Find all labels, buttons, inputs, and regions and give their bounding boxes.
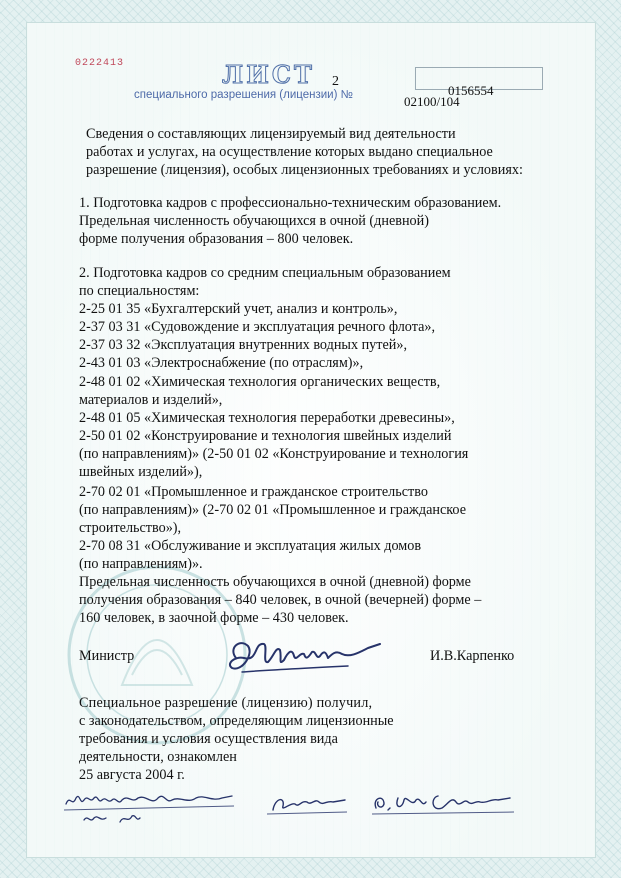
- signer-name: И.В.Карпенко: [430, 648, 515, 664]
- sheet-title: ЛИСТ: [222, 60, 315, 89]
- specialty-line: строительство»),: [79, 520, 182, 536]
- specialty-line: 2-50 01 02 «Конструирование и технология швейных изделий: [79, 428, 452, 444]
- sheet-number: 2: [332, 74, 339, 89]
- item1-line: 1. Подготовка кадров с профессионально-техническим образованием.: [79, 195, 502, 211]
- specialty-line: (по направлениям)» (2-50 01 02 «Конструирование и технология: [79, 446, 469, 462]
- item1-line: форме получения образования – 800 человек.: [79, 231, 354, 247]
- specialty-line: 2-37 03 31 «Судовождение и эксплуатация речного флота»,: [79, 319, 436, 335]
- acknowledgement-line: Специальное разрешение (лицензию) получил,: [79, 695, 373, 711]
- item2-line: получения образования – 840 человек, в очной (вечерней) форме –: [79, 592, 482, 608]
- specialty-line: (по направлениям)» (2-70 02 01 «Промышленное и гражданское: [79, 502, 466, 518]
- specialty-line: 2-37 03 32 «Эксплуатация внутренних водных путей»,: [79, 337, 408, 353]
- item1-line: Предельная численность обучающихся в очной (дневной): [79, 213, 429, 229]
- specialty-line: швейных изделий»),: [79, 464, 203, 480]
- recipient-signature: [265, 790, 350, 820]
- intro-line: Сведения о составляющих лицензируемый вид деятельности: [86, 126, 456, 142]
- specialty-line: 2-43 01 03 «Электроснабжение (по отраслям)»,: [79, 355, 364, 371]
- specialty-line: 2-70 08 31 «Обслуживание и эксплуатация жилых домов: [79, 538, 422, 554]
- specialty-line: материалов и изделий»,: [79, 392, 223, 408]
- acknowledgement-line: требования и условия осуществления вида: [79, 731, 338, 747]
- item2-line: Предельная численность обучающихся в очной (дневной) форме: [79, 574, 471, 590]
- intro-line: работах и услугах, на осуществление которых выдано специальное: [86, 144, 493, 160]
- specialty-line: 2-25 01 35 «Бухгалтерский учет, анализ и контроль»,: [79, 301, 398, 317]
- intro-line: разрешение (лицензия), особых лицензионных требованиях и условиях:: [86, 162, 523, 178]
- acknowledgement-line: деятельности, ознакомлен: [79, 749, 237, 765]
- license-subtitle: специального разрешения (лицензии) №: [134, 89, 353, 101]
- item2-line: 2. Подготовка кадров со средним специальным образованием: [79, 265, 451, 281]
- specialty-line: 2-70 02 01 «Промышленное и гражданское строительство: [79, 484, 428, 500]
- acknowledgement-date: 25 августа 2004 г.: [79, 767, 185, 783]
- license-code: 02100/104: [404, 94, 460, 109]
- signer-role: Министр: [79, 648, 135, 664]
- item2-line: 160 человек, в заочной форме – 430 человек.: [79, 610, 349, 626]
- minister-signature: [218, 628, 388, 680]
- specialty-line: 2-48 01 05 «Химическая технология переработки древесины»,: [79, 410, 455, 426]
- serial-number: 0222413: [75, 58, 125, 69]
- specialty-line: (по направлениям)».: [79, 556, 203, 572]
- item2-line: по специальностям:: [79, 283, 200, 299]
- specialty-line: 2-48 01 02 «Химическая технология органических веществ,: [79, 374, 441, 390]
- recipient-name-handwriting: [368, 786, 518, 820]
- license-number: 0156554: [448, 83, 494, 98]
- recipient-position-handwriting: [62, 786, 237, 830]
- acknowledgement-line: с законодательством, определяющим лицензионные: [79, 713, 394, 729]
